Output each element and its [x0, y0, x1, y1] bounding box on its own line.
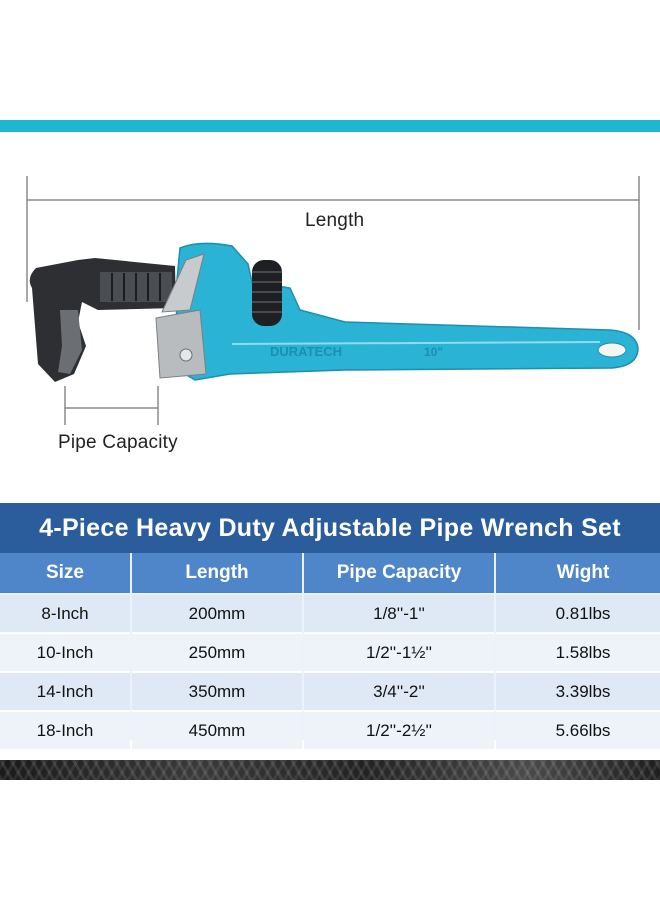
table-header-row — [0, 553, 660, 595]
cell-capacity: 3/4''-2'' — [304, 673, 494, 712]
cell-capacity: 1/2''-2½'' — [304, 712, 494, 751]
cell-weight: 3.39lbs — [496, 673, 660, 712]
cell-length: 200mm — [132, 595, 302, 634]
accent-band — [0, 120, 660, 132]
carbon-fiber-strip — [0, 760, 660, 780]
handle-size-marking: 10" — [424, 345, 444, 359]
table-row — [0, 634, 660, 673]
cell-weight: 0.81lbs — [496, 595, 660, 634]
cell-size: 14-Inch — [0, 673, 130, 712]
hang-hole — [598, 343, 626, 357]
header-pipe-capacity: Pipe Capacity — [304, 553, 494, 595]
wrench-body — [176, 243, 638, 380]
table-title: 4-Piece Heavy Duty Adjustable Pipe Wrench Set — [0, 503, 660, 553]
handle-brand-marking: DURATECH — [270, 344, 342, 359]
cell-weight: 5.66lbs — [496, 712, 660, 751]
cell-length: 250mm — [132, 634, 302, 673]
table-row — [0, 673, 660, 712]
cell-capacity: 1/8''-1'' — [304, 595, 494, 634]
table-row — [0, 712, 660, 751]
cell-capacity: 1/2''-1½'' — [304, 634, 494, 673]
upper-jaw — [156, 310, 206, 378]
table-row — [0, 595, 660, 634]
header-weight: Wight — [496, 553, 660, 595]
cell-size: 8-Inch — [0, 595, 130, 634]
wrench-figure — [0, 160, 660, 470]
pipe-capacity-label: Pipe Capacity — [58, 432, 178, 453]
spec-table-panel — [0, 503, 660, 740]
pipe-wrench-illustration — [0, 160, 660, 470]
cell-size: 10-Inch — [0, 634, 130, 673]
header-size: Size — [0, 553, 130, 595]
spec-table — [0, 553, 660, 751]
cell-size: 18-Inch — [0, 712, 130, 751]
cell-length: 450mm — [132, 712, 302, 751]
cell-weight: 1.58lbs — [496, 634, 660, 673]
cell-length: 350mm — [132, 673, 302, 712]
header-length: Length — [132, 553, 302, 595]
length-label: Length — [305, 210, 365, 231]
